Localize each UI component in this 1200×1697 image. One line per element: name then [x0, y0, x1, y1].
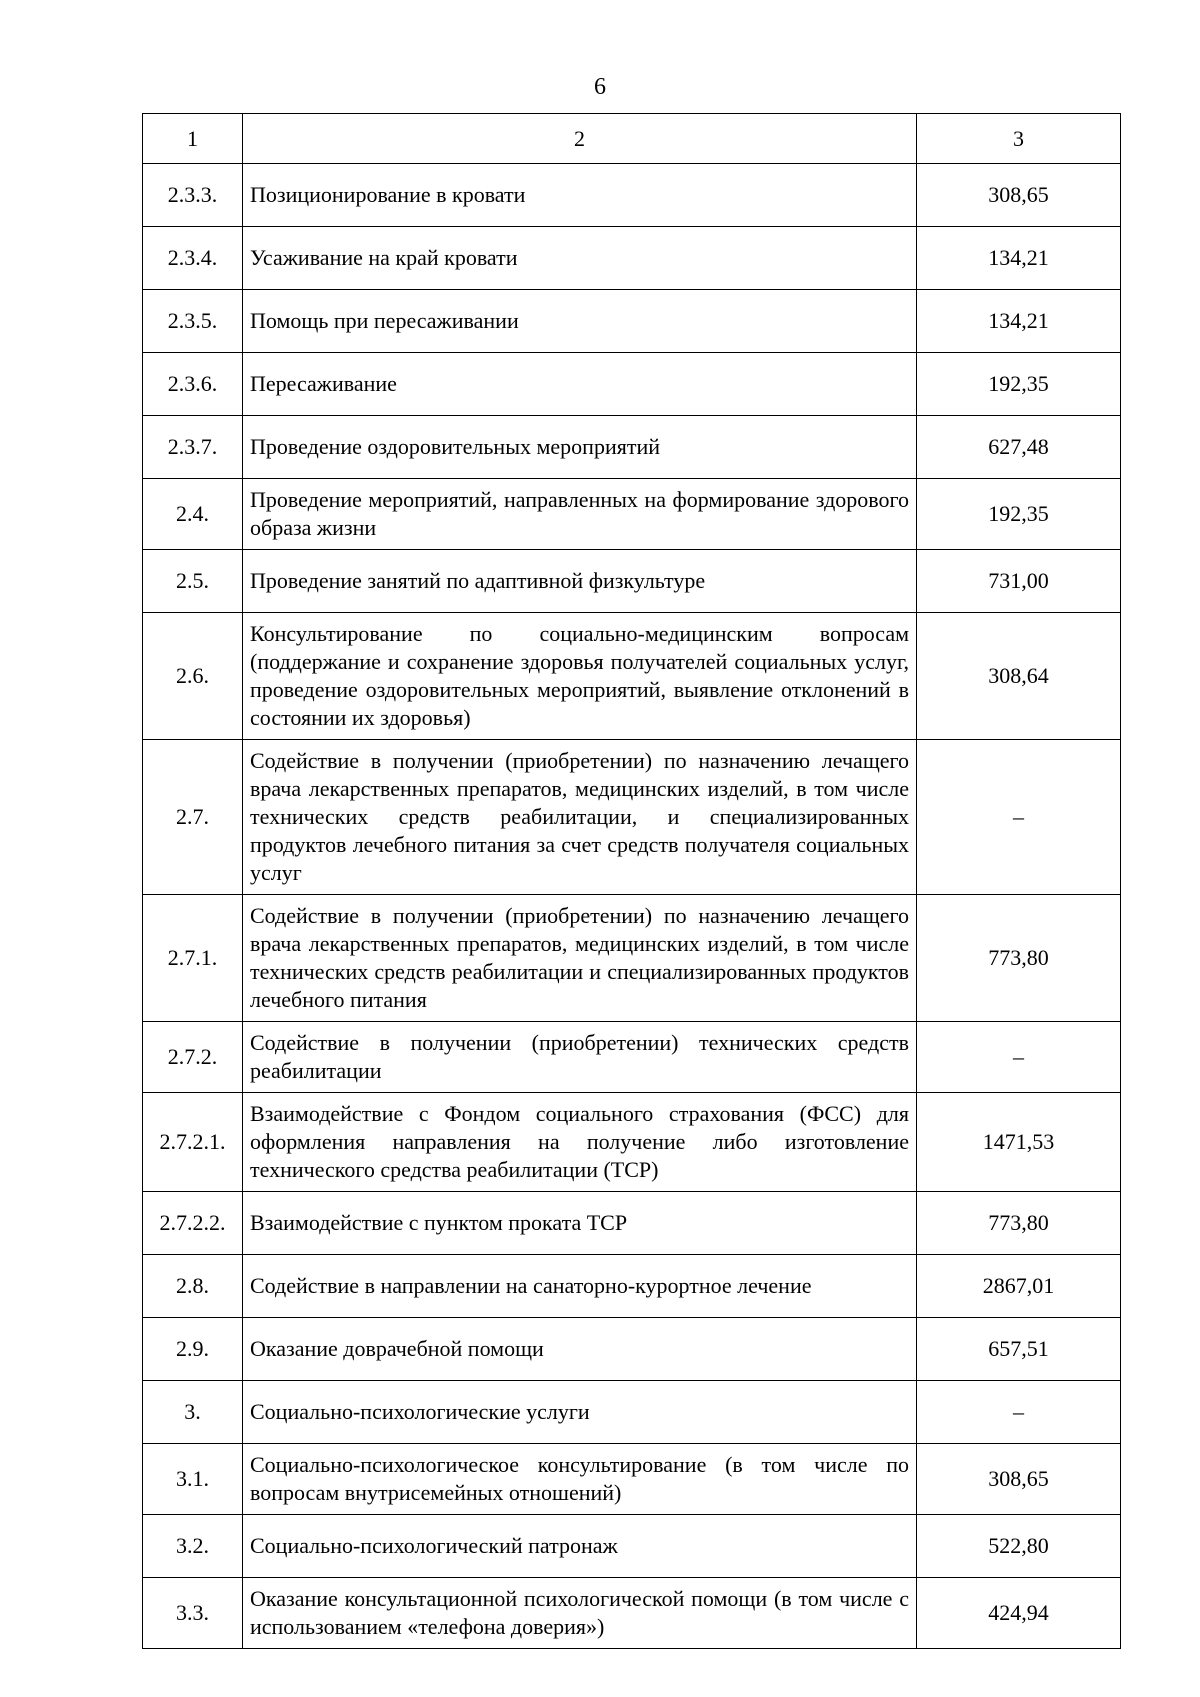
tariff-table [142, 113, 1121, 1649]
service-price: 424,94 [917, 1578, 1121, 1649]
service-name: Пересаживание [243, 353, 917, 416]
table-row [143, 1093, 1121, 1192]
table-row [143, 740, 1121, 895]
row-number: 3.3. [143, 1578, 243, 1649]
row-number: 2.7.2. [143, 1022, 243, 1093]
table-row [143, 613, 1121, 740]
service-name: Усаживание на край кровати [243, 227, 917, 290]
service-name: Консультирование по социально-медицинским вопросам (поддержание и сохранение здоровья получателей социальных услуг, проведение оздоровительных мероприятий, выявление отклонений в состоянии их здоровья) [243, 613, 917, 740]
row-number: 2.4. [143, 479, 243, 550]
row-number: 2.7.2.1. [143, 1093, 243, 1192]
table-header-row [143, 114, 1121, 164]
service-price: 308,64 [917, 613, 1121, 740]
service-name: Социально-психологический патронаж [243, 1515, 917, 1578]
table-row [143, 1578, 1121, 1649]
row-number: 3. [143, 1381, 243, 1444]
service-price: 2867,01 [917, 1255, 1121, 1318]
row-number: 2.3.7. [143, 416, 243, 479]
table-row [143, 227, 1121, 290]
service-price: – [917, 1381, 1121, 1444]
table-row [143, 416, 1121, 479]
table-row [143, 550, 1121, 613]
service-price: 134,21 [917, 227, 1121, 290]
column-header-name: 2 [243, 114, 917, 164]
service-name: Социально-психологические услуги [243, 1381, 917, 1444]
column-header-price: 3 [917, 114, 1121, 164]
service-price: 308,65 [917, 164, 1121, 227]
service-price: 657,51 [917, 1318, 1121, 1381]
service-name: Взаимодействие с пунктом проката ТСР [243, 1192, 917, 1255]
service-name: Взаимодействие с Фондом социального страхования (ФСС) для оформления направления на получение либо изготовление технического средства реабилитации (ТСР) [243, 1093, 917, 1192]
service-price: 192,35 [917, 479, 1121, 550]
service-name: Проведение мероприятий, направленных на формирование здорового образа жизни [243, 479, 917, 550]
row-number: 2.9. [143, 1318, 243, 1381]
table-row [143, 1022, 1121, 1093]
service-name: Помощь при пересаживании [243, 290, 917, 353]
service-name: Содействие в получении (приобретении) технических средств реабилитации [243, 1022, 917, 1093]
service-price: 1471,53 [917, 1093, 1121, 1192]
row-number: 2.7. [143, 740, 243, 895]
table-row [143, 1444, 1121, 1515]
row-number: 2.5. [143, 550, 243, 613]
row-number: 2.3.4. [143, 227, 243, 290]
service-price: 773,80 [917, 1192, 1121, 1255]
table-row [143, 290, 1121, 353]
service-price: – [917, 1022, 1121, 1093]
service-price: 134,21 [917, 290, 1121, 353]
row-number: 2.8. [143, 1255, 243, 1318]
service-name: Проведение оздоровительных мероприятий [243, 416, 917, 479]
service-name: Содействие в направлении на санаторно-курортное лечение [243, 1255, 917, 1318]
service-price: – [917, 740, 1121, 895]
row-number: 2.6. [143, 613, 243, 740]
service-name: Позиционирование в кровати [243, 164, 917, 227]
service-price: 522,80 [917, 1515, 1121, 1578]
service-price: 731,00 [917, 550, 1121, 613]
row-number: 2.7.1. [143, 895, 243, 1022]
table-row [143, 353, 1121, 416]
row-number: 3.1. [143, 1444, 243, 1515]
row-number: 2.7.2.2. [143, 1192, 243, 1255]
table-row [143, 1192, 1121, 1255]
row-number: 3.2. [143, 1515, 243, 1578]
table-row [143, 479, 1121, 550]
row-number: 2.3.6. [143, 353, 243, 416]
table-row [143, 1515, 1121, 1578]
service-price: 773,80 [917, 895, 1121, 1022]
table-row [143, 1381, 1121, 1444]
service-name: Содействие в получении (приобретении) по назначению лечащего врача лекарственных препаратов, медицинских изделий, в том числе технических средств реабилитации и специализированных продуктов лечебного питания [243, 895, 917, 1022]
table-row [143, 1318, 1121, 1381]
service-name: Оказание доврачебной помощи [243, 1318, 917, 1381]
page-number: 6 [594, 74, 606, 100]
column-header-number: 1 [143, 114, 243, 164]
table-row [143, 164, 1121, 227]
service-price: 192,35 [917, 353, 1121, 416]
service-price: 308,65 [917, 1444, 1121, 1515]
service-price: 627,48 [917, 416, 1121, 479]
service-name: Содействие в получении (приобретении) по назначению лечащего врача лекарственных препаратов, медицинских изделий, в том числе технических средств реабилитации, и специализированных продуктов лечебного питания за счет средств получателя социальных услуг [243, 740, 917, 895]
service-name: Проведение занятий по адаптивной физкультуре [243, 550, 917, 613]
table-row [143, 895, 1121, 1022]
service-name: Оказание консультационной психологической помощи (в том числе с использованием «телефона доверия») [243, 1578, 917, 1649]
row-number: 2.3.5. [143, 290, 243, 353]
table-row [143, 1255, 1121, 1318]
row-number: 2.3.3. [143, 164, 243, 227]
service-name: Социально-психологическое консультирование (в том числе по вопросам внутрисемейных отношений) [243, 1444, 917, 1515]
